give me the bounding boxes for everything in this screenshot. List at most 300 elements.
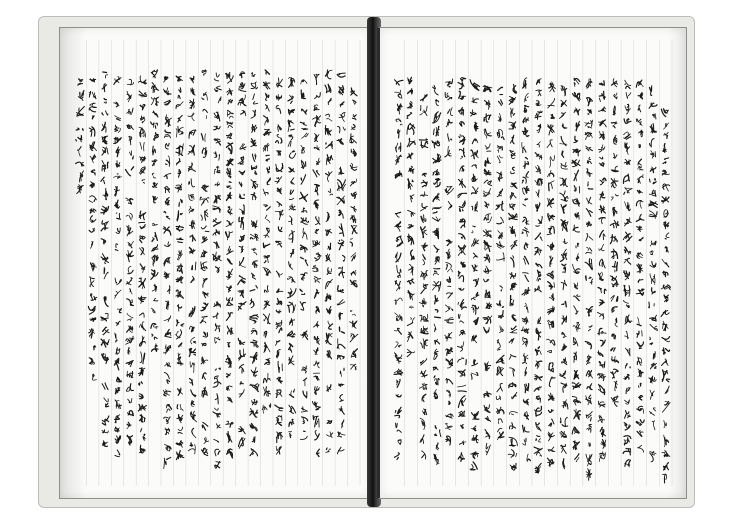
ink-stroke (139, 383, 140, 385)
ink-stroke (461, 156, 463, 159)
ink-stroke (255, 173, 256, 174)
ink-stroke (611, 197, 613, 200)
ink-stroke (314, 278, 315, 282)
ink-stroke (435, 90, 439, 95)
ink-stroke (602, 145, 603, 149)
ink-stroke (264, 317, 266, 321)
ink-stroke (131, 167, 133, 170)
ink-stroke (665, 247, 667, 251)
ink-stroke (412, 307, 414, 308)
handwritten-column (126, 79, 134, 445)
ink-stroke (473, 337, 474, 340)
ink-stroke (448, 134, 450, 141)
ink-stroke (276, 446, 278, 450)
ink-stroke (563, 336, 566, 337)
ink-stroke (396, 395, 401, 397)
ink-stroke (460, 167, 462, 172)
ink-stroke (527, 307, 529, 313)
ink-stroke (181, 441, 183, 443)
ink-stroke (624, 192, 625, 194)
ink-stroke (397, 298, 402, 301)
ink-stroke (218, 328, 219, 332)
ink-stroke (316, 230, 318, 232)
ink-stroke (178, 242, 183, 243)
ink-stroke (339, 73, 345, 74)
ink-stroke (267, 220, 270, 223)
ink-stroke (665, 340, 670, 342)
ink-stroke (230, 188, 231, 189)
ink-stroke (639, 176, 641, 178)
ink-stroke (637, 253, 638, 254)
ink-stroke (514, 122, 515, 128)
ink-stroke (131, 398, 132, 402)
ink-stroke (486, 405, 489, 409)
ink-stroke (656, 315, 657, 320)
ink-stroke (318, 419, 319, 427)
ink-stroke (604, 289, 606, 293)
handwritten-column (175, 76, 184, 460)
ink-stroke (177, 270, 180, 271)
ink-stroke (165, 432, 168, 434)
ink-stroke (339, 397, 342, 400)
ink-stroke (128, 399, 130, 402)
ink-stroke (485, 259, 486, 260)
ink-stroke (470, 465, 473, 470)
ink-stroke (118, 129, 120, 133)
ink-stroke (665, 184, 668, 191)
ink-stroke (627, 305, 630, 307)
ink-stroke (451, 139, 452, 140)
ink-stroke (463, 441, 466, 442)
ink-stroke (461, 300, 464, 306)
ink-stroke (89, 329, 92, 333)
ink-stroke (452, 309, 453, 310)
ink-stroke (540, 455, 541, 456)
ink-stroke (522, 142, 524, 148)
ink-stroke (107, 162, 108, 168)
ink-stroke (204, 452, 205, 454)
ink-stroke (437, 443, 438, 447)
ink-stroke (653, 422, 655, 430)
ink-stroke (337, 302, 345, 305)
ink-stroke (176, 227, 183, 228)
ink-stroke (90, 216, 92, 220)
ink-stroke (439, 282, 441, 291)
ink-stroke (537, 436, 540, 437)
ink-stroke (603, 234, 605, 240)
ink-stroke (487, 235, 491, 237)
ink-stroke (239, 356, 242, 360)
ink-stroke (502, 361, 504, 364)
ink-stroke (586, 253, 592, 254)
ink-stroke (267, 286, 268, 292)
ink-stroke (105, 354, 106, 360)
ink-stroke (500, 147, 502, 150)
ink-stroke (421, 142, 423, 148)
ink-stroke (446, 439, 448, 441)
ink-stroke (666, 349, 670, 352)
ink-stroke (423, 394, 426, 396)
ink-stroke (407, 322, 412, 325)
ink-stroke (128, 266, 131, 272)
ink-stroke (423, 397, 424, 401)
ink-stroke (412, 180, 413, 182)
ink-stroke (587, 343, 590, 345)
ink-stroke (565, 371, 566, 374)
ink-stroke (215, 169, 216, 174)
handwritten-column (572, 78, 581, 462)
ink-stroke (318, 256, 321, 257)
ink-stroke (351, 239, 353, 240)
handwritten-column (419, 95, 428, 459)
ink-stroke (500, 316, 504, 317)
ink-stroke (287, 277, 291, 279)
ink-stroke (302, 133, 307, 138)
ink-stroke (195, 262, 196, 270)
ink-stroke (602, 91, 604, 96)
ink-stroke (624, 423, 627, 425)
ink-stroke (565, 180, 567, 186)
ink-stroke (251, 318, 257, 319)
ink-stroke (127, 282, 128, 283)
ink-stroke (473, 226, 476, 227)
ink-stroke (228, 126, 233, 128)
ink-stroke (599, 273, 600, 275)
ink-stroke (458, 391, 466, 392)
ink-stroke (565, 242, 568, 244)
ink-stroke (277, 78, 279, 84)
ink-stroke (611, 348, 613, 351)
ink-stroke (625, 202, 628, 209)
ink-stroke (547, 143, 551, 148)
ink-stroke (255, 154, 256, 159)
ink-stroke (587, 172, 590, 176)
ink-stroke (306, 220, 309, 222)
ink-stroke (574, 108, 576, 110)
ink-stroke (624, 300, 629, 303)
ink-stroke (614, 402, 618, 407)
ink-stroke (502, 201, 503, 210)
ink-stroke (525, 275, 529, 281)
ink-stroke (339, 227, 342, 230)
ink-stroke (420, 113, 422, 115)
ink-stroke (589, 211, 592, 213)
ink-stroke (241, 74, 242, 78)
ink-stroke (127, 329, 131, 333)
ink-stroke (300, 289, 302, 291)
ink-stroke (214, 233, 216, 235)
ink-stroke (523, 259, 525, 265)
ink-stroke (626, 144, 628, 149)
ink-stroke (239, 390, 244, 395)
ink-stroke (423, 255, 426, 260)
ink-stroke (433, 173, 434, 175)
ink-stroke (625, 336, 629, 338)
ink-stroke (178, 95, 180, 98)
ink-stroke (614, 261, 615, 266)
ink-stroke (503, 311, 504, 316)
ink-stroke (276, 141, 279, 143)
ink-stroke (90, 108, 96, 112)
ink-stroke (527, 97, 528, 98)
ink-stroke (126, 170, 131, 176)
ink-stroke (193, 434, 196, 438)
ink-stroke (140, 211, 141, 214)
ink-stroke (617, 262, 618, 271)
ink-stroke (650, 324, 658, 331)
ink-stroke (589, 395, 591, 398)
ink-stroke (458, 193, 467, 196)
ink-stroke (240, 90, 246, 92)
handwritten-column (649, 86, 658, 462)
ink-stroke (107, 148, 108, 154)
ink-stroke (666, 423, 667, 425)
ink-stroke (400, 269, 401, 271)
ink-stroke (331, 155, 332, 159)
ink-stroke (167, 409, 170, 412)
ink-stroke (144, 80, 146, 82)
ink-stroke (188, 449, 194, 451)
ink-stroke (303, 391, 306, 396)
ink-stroke (650, 179, 651, 182)
ink-stroke (219, 368, 220, 369)
ink-stroke (351, 149, 352, 152)
ink-stroke (253, 453, 254, 454)
ink-stroke (655, 152, 656, 157)
ink-stroke (553, 227, 555, 234)
ink-stroke (498, 178, 499, 181)
ink-stroke (435, 426, 436, 429)
left-page-handwriting (60, 28, 370, 498)
ink-stroke (537, 453, 540, 455)
ink-stroke (181, 324, 184, 326)
ink-stroke (484, 180, 488, 183)
ink-stroke (539, 439, 541, 443)
ink-stroke (433, 86, 436, 89)
ink-stroke (350, 242, 352, 246)
ink-stroke (522, 232, 523, 233)
ink-stroke (662, 370, 663, 382)
ink-stroke (165, 130, 171, 133)
ink-stroke (629, 460, 631, 465)
handwritten-column (250, 73, 259, 456)
ink-stroke (575, 93, 576, 95)
ink-stroke (130, 151, 132, 156)
ink-stroke (472, 307, 474, 310)
ink-stroke (561, 163, 565, 166)
ink-stroke (497, 156, 500, 163)
ink-stroke (118, 388, 120, 389)
ink-stroke (528, 162, 529, 164)
ink-stroke (204, 263, 206, 269)
ink-stroke (338, 268, 341, 269)
ink-stroke (330, 194, 333, 195)
ink-stroke (501, 289, 502, 291)
ink-stroke (503, 253, 504, 261)
ink-stroke (177, 405, 178, 409)
ink-stroke (448, 109, 450, 113)
ink-stroke (587, 247, 589, 250)
ink-stroke (501, 137, 504, 140)
ink-stroke (106, 111, 108, 115)
handwritten-column (445, 79, 454, 445)
ink-stroke (650, 343, 653, 345)
ink-stroke (528, 459, 531, 461)
ink-stroke (215, 369, 216, 371)
ink-stroke (639, 226, 640, 229)
ink-stroke (512, 167, 514, 170)
ink-stroke (589, 79, 590, 85)
ink-stroke (314, 258, 317, 259)
ink-stroke (511, 258, 514, 267)
ink-stroke (564, 88, 567, 89)
ink-stroke (231, 113, 233, 114)
ink-stroke (227, 251, 233, 254)
ink-stroke (279, 435, 281, 440)
ink-stroke (202, 316, 207, 317)
ink-stroke (664, 474, 665, 483)
ink-stroke (288, 141, 291, 147)
ink-stroke (104, 180, 105, 183)
ink-stroke (115, 249, 118, 250)
ink-stroke (254, 140, 255, 141)
ink-stroke (536, 439, 537, 441)
ink-stroke (421, 208, 426, 211)
ink-stroke (549, 183, 550, 191)
ink-stroke (229, 269, 232, 277)
ink-stroke (396, 119, 399, 122)
ink-stroke (525, 367, 527, 373)
ink-stroke (589, 326, 592, 327)
ink-stroke (303, 123, 306, 126)
ink-stroke (577, 295, 580, 297)
ink-stroke (101, 343, 102, 345)
handwritten-column (200, 70, 209, 456)
ink-stroke (399, 120, 401, 122)
ink-stroke (116, 244, 118, 248)
ink-stroke (338, 126, 340, 132)
ink-stroke (536, 167, 539, 172)
ink-stroke (326, 451, 329, 452)
ink-stroke (484, 193, 485, 196)
ink-stroke (252, 167, 256, 168)
ink-stroke (253, 196, 254, 200)
ink-stroke (408, 78, 409, 82)
ink-stroke (626, 93, 627, 99)
handwritten-column (188, 76, 197, 454)
ink-stroke (275, 342, 276, 346)
ink-stroke (105, 75, 107, 78)
ink-stroke (192, 428, 194, 433)
ink-stroke (127, 313, 133, 318)
handwritten-column (623, 80, 632, 467)
ink-stroke (497, 387, 501, 392)
ink-stroke (279, 273, 283, 275)
ink-stroke (649, 302, 650, 308)
ink-stroke (305, 110, 307, 113)
ink-stroke (511, 326, 516, 329)
ink-stroke (399, 108, 400, 114)
ink-stroke (562, 264, 566, 265)
ink-stroke (576, 258, 578, 259)
ink-stroke (239, 276, 242, 278)
ink-stroke (341, 102, 344, 105)
ink-stroke (589, 157, 591, 159)
ink-stroke (264, 261, 266, 263)
ink-stroke (566, 196, 568, 199)
ink-stroke (459, 134, 460, 137)
ink-stroke (326, 340, 328, 343)
ink-stroke (141, 116, 142, 120)
handwritten-column (636, 80, 644, 452)
ink-stroke (215, 337, 220, 339)
right-page (377, 27, 687, 499)
ink-stroke (654, 116, 655, 118)
ink-stroke (665, 300, 667, 302)
ink-stroke (126, 342, 131, 344)
ink-stroke (318, 158, 320, 163)
ink-stroke (215, 408, 219, 410)
ink-stroke (564, 249, 567, 254)
ink-stroke (549, 435, 550, 436)
ink-stroke (228, 386, 232, 390)
ink-stroke (201, 215, 202, 220)
ink-stroke (434, 376, 435, 378)
handwritten-column (661, 109, 670, 483)
ink-stroke (561, 448, 563, 453)
ink-stroke (436, 174, 439, 175)
ink-stroke (611, 295, 615, 301)
ink-stroke (663, 162, 666, 164)
ink-stroke (205, 134, 206, 142)
ink-stroke (178, 432, 182, 433)
ink-stroke (460, 221, 466, 222)
ink-stroke (525, 199, 528, 200)
ink-stroke (665, 133, 668, 135)
ink-stroke (300, 436, 307, 439)
ink-stroke (486, 451, 488, 453)
ink-stroke (435, 434, 437, 435)
ink-stroke (525, 303, 527, 306)
ink-stroke (460, 321, 464, 323)
ink-stroke (471, 374, 472, 379)
ink-stroke (329, 295, 331, 299)
ink-stroke (509, 356, 511, 359)
ink-stroke (591, 259, 592, 268)
ink-stroke (435, 296, 437, 301)
ink-stroke (395, 254, 396, 257)
ink-stroke (420, 315, 422, 321)
ink-stroke (228, 343, 229, 347)
ink-stroke (474, 280, 477, 281)
ink-stroke (301, 411, 306, 412)
ink-stroke (189, 132, 191, 138)
ink-stroke (253, 75, 255, 77)
ink-stroke (613, 126, 615, 128)
ink-stroke (511, 172, 515, 174)
ink-stroke (93, 146, 97, 150)
ink-stroke (472, 298, 476, 299)
ink-stroke (339, 117, 344, 118)
ink-stroke (316, 171, 319, 175)
ink-stroke (447, 390, 448, 391)
ink-stroke (628, 93, 630, 96)
ink-stroke (667, 463, 669, 470)
ink-stroke (664, 435, 665, 447)
ink-stroke (475, 164, 477, 166)
ink-stroke (156, 256, 158, 260)
ink-stroke (625, 413, 627, 418)
